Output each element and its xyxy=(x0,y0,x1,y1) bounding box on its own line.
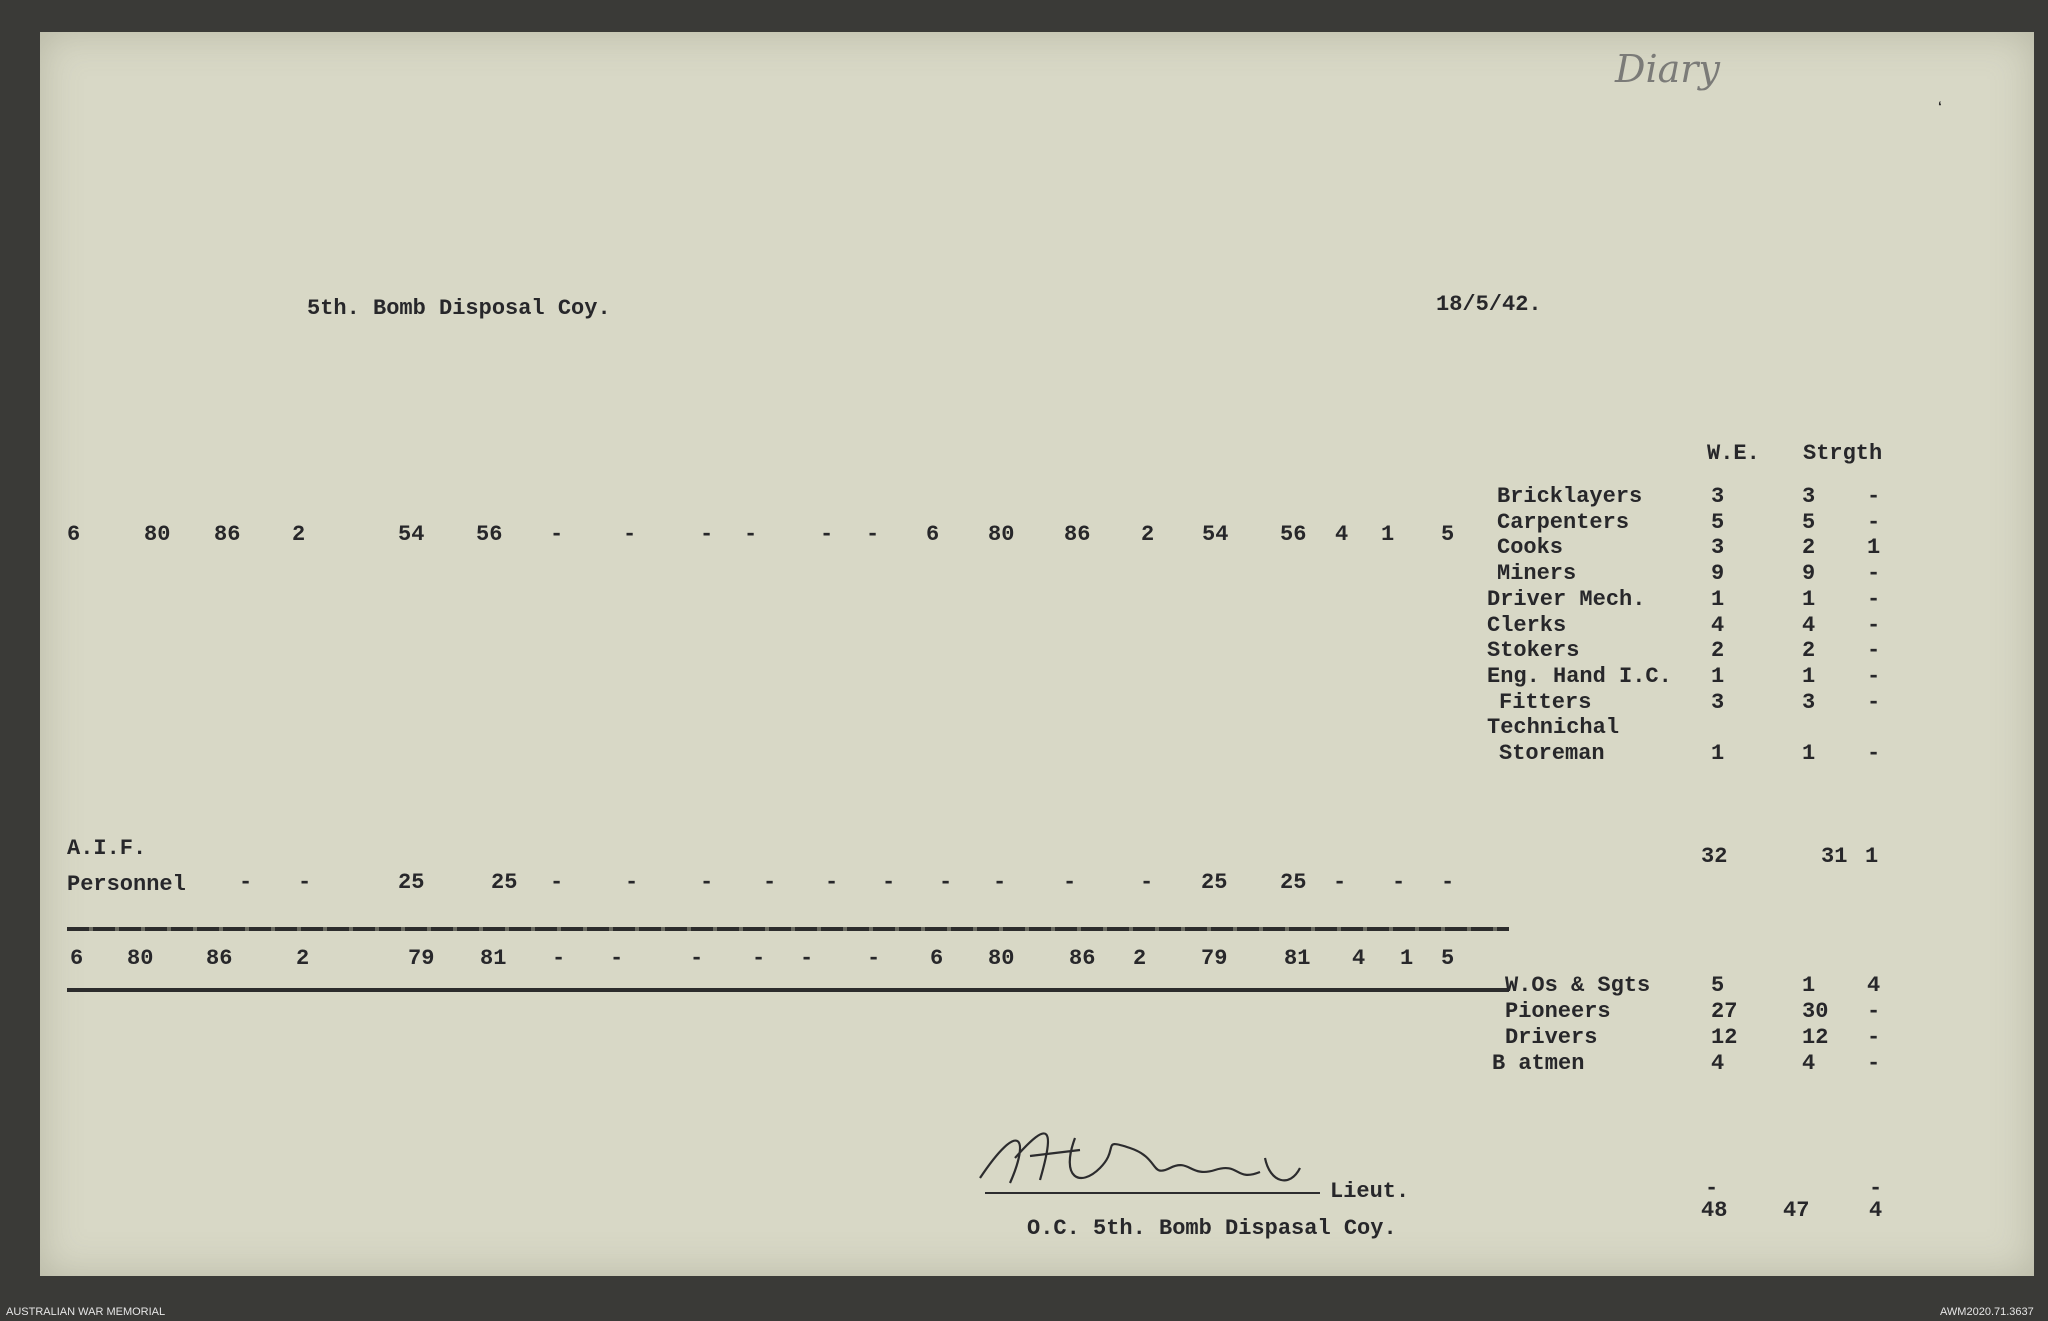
trade-diff: - xyxy=(1867,638,1881,664)
trade-strength: 3 xyxy=(1802,484,1816,509)
trade-name: Fitters xyxy=(1499,689,1592,715)
rank-strength: 4 xyxy=(1802,1051,1816,1076)
trade-we: 5 xyxy=(1711,509,1725,535)
personnel-label: Personnel xyxy=(67,872,186,897)
grand-total-diff: 4 xyxy=(1869,1198,1883,1223)
aif-cell: - xyxy=(1333,870,1347,895)
aif-strength-total: 31 xyxy=(1821,844,1848,869)
trade-name: Bricklayers xyxy=(1497,484,1643,509)
officers-cell: 6 xyxy=(926,522,940,547)
totals-cell: 5 xyxy=(1441,946,1455,971)
totals-cell: 2 xyxy=(296,946,310,971)
unit-heading: 5th. Bomb Disposal Coy. xyxy=(307,296,611,321)
trade-strength: 9 xyxy=(1802,561,1816,587)
officers-cell: 56 xyxy=(476,522,503,547)
trade-strength: 3 xyxy=(1802,689,1816,715)
aif-cell: - xyxy=(1441,870,1455,895)
aif-cell: 25 xyxy=(1201,870,1228,895)
diary-annotation: Diary xyxy=(1615,47,1720,91)
trade-we: 3 xyxy=(1711,689,1725,715)
totals-cell: 81 xyxy=(480,946,507,971)
trade-strength: 5 xyxy=(1802,509,1816,535)
totals-cell: 6 xyxy=(70,946,84,971)
rank-we: 5 xyxy=(1711,973,1725,998)
officers-cell: 80 xyxy=(988,522,1015,547)
corner-mark: ‘ xyxy=(1938,98,1942,114)
trade-strength: 1 xyxy=(1802,663,1816,689)
aif-cell: - xyxy=(993,870,1007,895)
aif-cell: - xyxy=(550,870,564,895)
officers-cell: 86 xyxy=(214,522,241,547)
trade-name: Storeman xyxy=(1499,741,1605,766)
aif-cell: 25 xyxy=(398,870,425,895)
trade-strength: 1 xyxy=(1802,741,1816,766)
signature xyxy=(960,1098,1380,1218)
trade-we: 1 xyxy=(1711,586,1725,612)
officers-cell: - xyxy=(866,522,880,547)
aif-cell: - xyxy=(939,870,953,895)
trade-diff: - xyxy=(1867,484,1881,509)
trade-diff: - xyxy=(1867,509,1881,535)
totals-cell: 86 xyxy=(1069,946,1096,971)
officers-cell: 5 xyxy=(1441,522,1455,547)
paper-sheet xyxy=(40,32,2034,1276)
archive-reference: AWM2020.71.3637 xyxy=(1940,1306,2034,1318)
aif-cell: - xyxy=(1392,870,1406,895)
officers-cell: 54 xyxy=(1202,522,1229,547)
totals-cell: 80 xyxy=(127,946,154,971)
aif-we-total: 32 xyxy=(1701,844,1728,869)
trade-name: Carpenters xyxy=(1497,509,1630,535)
officers-cell: 6 xyxy=(67,522,81,547)
totals-cell: - xyxy=(752,946,766,971)
officers-cell: - xyxy=(623,522,637,547)
we-column-heading: W.E. xyxy=(1707,441,1760,466)
rank-we: 12 xyxy=(1711,1025,1738,1050)
trade-name: Clerks xyxy=(1487,612,1567,638)
grand-total-strength: 47 xyxy=(1783,1198,1810,1223)
trade-we: 4 xyxy=(1711,612,1725,638)
aif-cell: - xyxy=(763,870,777,895)
rank-strength: 30 xyxy=(1802,999,1829,1024)
trade-we: 9 xyxy=(1711,561,1725,587)
officers-cell: - xyxy=(700,522,714,547)
officers-cell: 2 xyxy=(1141,522,1155,547)
trade-diff: - xyxy=(1867,741,1881,766)
totals-cell: 1 xyxy=(1400,946,1414,971)
aif-cell: - xyxy=(625,870,639,895)
aif-cell: - xyxy=(239,870,253,895)
rank-diff: - xyxy=(1867,1025,1881,1050)
trade-we: 3 xyxy=(1711,484,1725,509)
rank-name: Pioneers xyxy=(1505,999,1611,1024)
totals-cell: 4 xyxy=(1352,946,1366,971)
totals-cell: - xyxy=(610,946,624,971)
totals-cell: - xyxy=(552,946,566,971)
signatory-title: O.C. 5th. Bomb Dispasal Coy. xyxy=(1027,1216,1397,1241)
rank-name: B atmen xyxy=(1492,1051,1585,1076)
trade-diff: - xyxy=(1867,586,1881,612)
trade-diff: - xyxy=(1867,689,1881,715)
totals-cell: 6 xyxy=(930,946,944,971)
trade-diff: - xyxy=(1867,612,1881,638)
trade-name: Cooks xyxy=(1497,535,1564,561)
officers-cell: 2 xyxy=(292,522,306,547)
aif-label: A.I.F. xyxy=(67,836,147,861)
trade-name: Miners xyxy=(1497,561,1577,587)
subtotal-rule xyxy=(67,927,1509,931)
officers-cell: - xyxy=(744,522,758,547)
rank-name: Drivers xyxy=(1505,1025,1598,1050)
trade-we: 1 xyxy=(1711,741,1725,766)
trade-name: Eng. Hand I.C. xyxy=(1487,663,1672,689)
trade-we: 1 xyxy=(1711,663,1725,689)
total-dash: - xyxy=(1869,1176,1883,1201)
trade-strength: 2 xyxy=(1802,535,1816,561)
totals-cell: - xyxy=(800,946,814,971)
trade-name: Technichal xyxy=(1487,715,1620,741)
report-date: 18/5/42. xyxy=(1436,292,1542,317)
aif-diff-total: 1 xyxy=(1865,844,1879,869)
totals-cell: - xyxy=(867,946,881,971)
trade-name: Stokers xyxy=(1487,638,1580,664)
rank-diff: - xyxy=(1867,999,1881,1024)
trade-we: 3 xyxy=(1711,535,1725,561)
rank-name: W.Os & Sgts xyxy=(1505,973,1651,998)
officers-cell: 1 xyxy=(1381,522,1395,547)
trade-diff: - xyxy=(1867,663,1881,689)
trade-diff: 1 xyxy=(1867,535,1881,561)
totals-cell: 79 xyxy=(408,946,435,971)
rank-we: 4 xyxy=(1711,1051,1725,1076)
trade-strength: 2 xyxy=(1802,638,1816,664)
totals-cell: 79 xyxy=(1201,946,1228,971)
strength-column-heading: Strgth xyxy=(1803,441,1883,466)
officers-cell: 54 xyxy=(398,522,425,547)
officers-cell: 86 xyxy=(1064,522,1091,547)
rank-diff: - xyxy=(1867,1051,1881,1076)
total-dash: - xyxy=(1705,1176,1719,1201)
aif-cell: - xyxy=(1063,870,1077,895)
aif-cell: - xyxy=(298,870,312,895)
aif-cell: 25 xyxy=(1280,870,1307,895)
officers-cell: - xyxy=(820,522,834,547)
totals-cell: 80 xyxy=(988,946,1015,971)
rank-diff: 4 xyxy=(1867,973,1881,998)
trade-strength: 1 xyxy=(1802,586,1816,612)
aif-cell: - xyxy=(1140,870,1154,895)
trade-strength: 4 xyxy=(1802,612,1816,638)
signatory-rank: Lieut. xyxy=(1330,1179,1410,1204)
officers-cell: - xyxy=(550,522,564,547)
totals-underline xyxy=(67,988,1509,992)
officers-cell: 80 xyxy=(144,522,171,547)
totals-cell: 2 xyxy=(1133,946,1147,971)
totals-cell: 81 xyxy=(1284,946,1311,971)
officers-cell: 56 xyxy=(1280,522,1307,547)
totals-cell: 86 xyxy=(206,946,233,971)
aif-cell: - xyxy=(700,870,714,895)
totals-cell: - xyxy=(690,946,704,971)
aif-cell: - xyxy=(882,870,896,895)
officers-cell: 4 xyxy=(1335,522,1349,547)
trade-name: Driver Mech. xyxy=(1487,586,1646,612)
archive-credit: AUSTRALIAN WAR MEMORIAL xyxy=(6,1306,166,1318)
rank-strength: 1 xyxy=(1802,973,1816,998)
rank-we: 27 xyxy=(1711,999,1738,1024)
trade-diff: - xyxy=(1867,561,1881,587)
aif-cell: 25 xyxy=(491,870,518,895)
aif-cell: - xyxy=(825,870,839,895)
grand-total-we: 48 xyxy=(1701,1198,1728,1223)
rank-strength: 12 xyxy=(1802,1025,1829,1050)
trade-we: 2 xyxy=(1711,638,1725,664)
